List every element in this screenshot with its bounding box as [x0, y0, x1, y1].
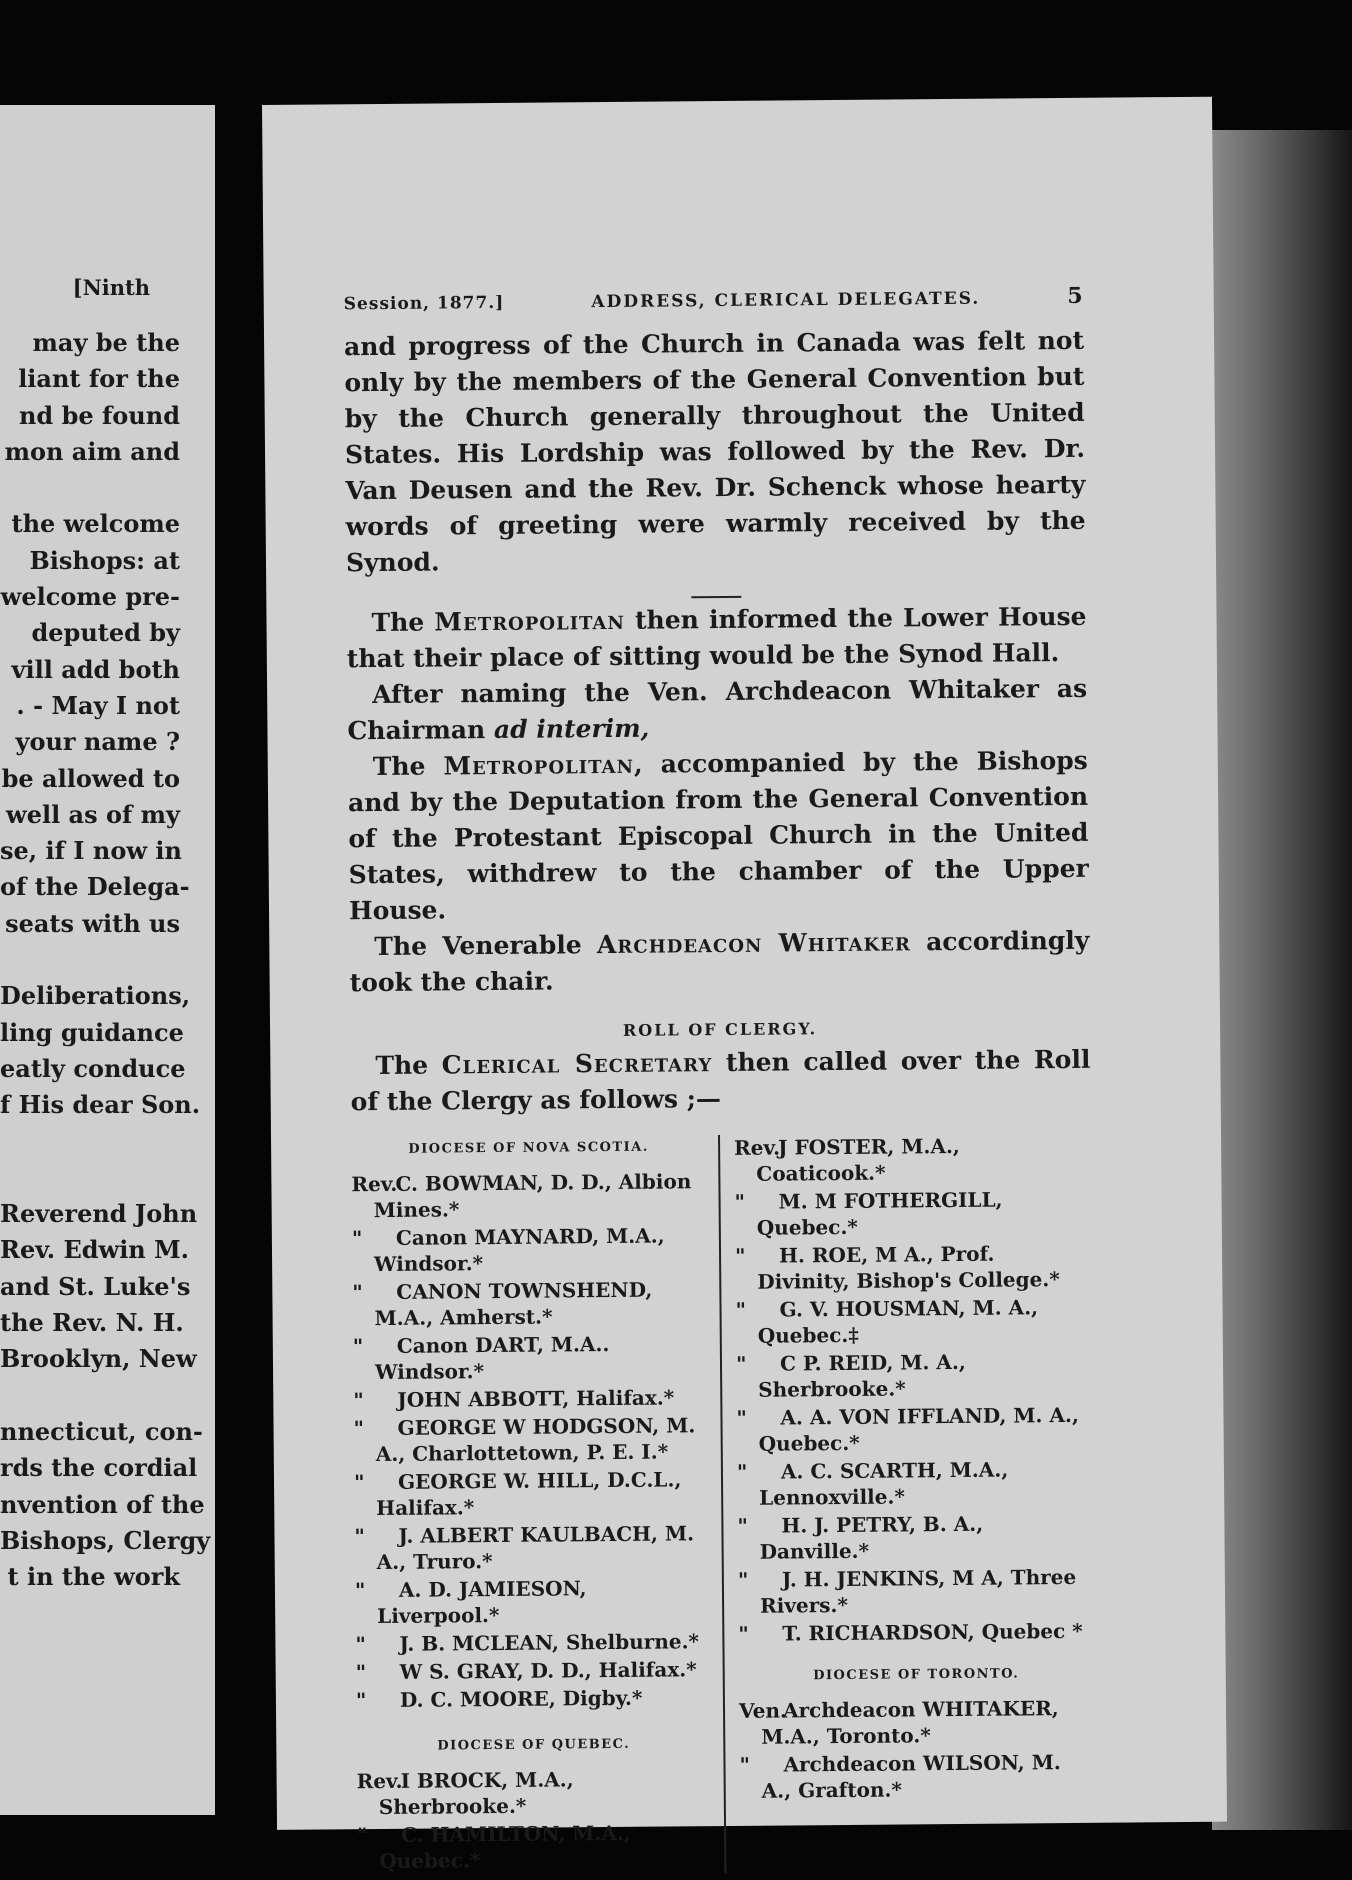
clergy-entry-prefix: " — [354, 1524, 366, 1549]
clergy-entry-prefix: " — [352, 1280, 363, 1305]
previous-page-line: welcome pre- — [0, 582, 180, 612]
previous-page-line: nvention of the — [0, 1489, 205, 1519]
clergy-entry-prefix: " — [353, 1416, 365, 1441]
previous-page-line: Reverend John — [0, 1199, 198, 1229]
clergy-entry-name: Canon DART, M.A.. Windsor.* — [374, 1332, 610, 1385]
clergy-entry-prefix: " — [355, 1660, 367, 1685]
clergy-list-quebec-continued — [734, 1132, 1093, 1647]
clergy-entry-name: J. B. MCLEAN, Shelburne.* — [399, 1629, 700, 1656]
clergy-entry — [734, 1132, 1089, 1187]
page-title: ADDRESS, CLERICAL DELEGATES. — [591, 288, 981, 313]
clergy-entry-name: G. V. HOUSMAN, M. A., Quebec.‡ — [757, 1295, 1039, 1348]
clergy-entry-prefix: " — [734, 1189, 746, 1214]
clergy-list-quebec — [357, 1765, 713, 1874]
clergy-entry — [354, 1520, 709, 1575]
previous-page-line: deputed by — [31, 618, 180, 648]
paragraph-took-chair: The Venerable Archdeacon Whitaker accordingly took the chair. — [349, 925, 1090, 998]
previous-page-line: the welcome — [11, 509, 180, 539]
clergy-entry — [736, 1348, 1091, 1403]
paragraph-progress: and progress of the Church in Canada was felt not only by the members of the General Convention but by the Church generally throughout the United States. His Lordship was followed by the Rev. Dr. Van Deusen and the Rev. Dr. Schenck whose hearty words of greeting were warmly received by the Synod. — [343, 325, 1086, 578]
clergy-entry-prefix: " — [734, 1243, 746, 1268]
clergy-roll — [351, 1132, 1097, 1876]
clergy-entry — [737, 1456, 1092, 1511]
italic-phrase: ad interim, — [493, 713, 650, 744]
clergy-entry-name: A. A. VON IFFLAND, M. A., Quebec.* — [758, 1402, 1079, 1456]
clergy-list-toronto — [739, 1695, 1095, 1804]
clergy-entry-prefix: " — [353, 1388, 364, 1413]
clergy-entry-prefix: " — [736, 1405, 748, 1430]
previous-page-line: nnecticut, con- — [0, 1416, 203, 1446]
session-label: Session, 1877.] — [343, 292, 505, 315]
clergy-entry — [735, 1240, 1090, 1295]
page-content — [344, 283, 1098, 1876]
clergy-entry-name: A. D. JAMIESON, Liverpool.* — [377, 1576, 587, 1629]
diocese-heading-toronto: DIOCESE OF TORONTO. — [813, 1666, 1020, 1684]
previous-page-line: vill add both — [11, 654, 180, 684]
paragraph-withdrew: The Metropolitan, accompanied by the Bishops and by the Deputation from the General Convention of the Protestant Episcopal Church in the United States, withdrew to the chamber of the Upper House. — [347, 745, 1089, 926]
previous-page-line: liant for the — [18, 364, 180, 394]
previous-page-line: well as of my — [6, 799, 180, 829]
clergy-entry-prefix: Rev. — [351, 1171, 398, 1197]
clergy-entry-prefix: " — [737, 1567, 749, 1592]
clergy-entry — [735, 1294, 1090, 1349]
clergy-entry-name: Canon MAYNARD, M.A., Windsor.* — [374, 1223, 665, 1277]
clergy-entry-name: D. C. MOORE, Digby.* — [399, 1685, 643, 1712]
clergy-entry-name: Archdeacon WHITAKER, M.A., Toronto.* — [761, 1696, 1059, 1749]
clergy-entry — [353, 1412, 708, 1467]
clergy-entry-name: C. BOWMAN, D. D., Albion Mines.* — [373, 1169, 692, 1223]
previous-page-line: Bishops, Clergy — [0, 1525, 211, 1555]
previous-page-running-head: [Ninth — [72, 275, 150, 300]
small-caps-name: Metropolitan — [434, 605, 626, 637]
clergy-entry — [739, 1695, 1094, 1750]
previous-page — [0, 105, 215, 1815]
small-caps-name: Archdeacon Whitaker — [596, 927, 912, 960]
previous-page-line: be allowed to — [1, 763, 180, 793]
section-heading: ROLL OF CLERGY. — [622, 1019, 818, 1040]
clergy-entry-prefix: Rev. — [734, 1135, 781, 1160]
clergy-entry-prefix: " — [735, 1297, 747, 1322]
clergy-entry-prefix: Ven. — [738, 1698, 788, 1723]
clergy-entry-prefix: " — [352, 1334, 364, 1359]
clergy-entry — [352, 1222, 707, 1277]
clergy-entry-prefix: " — [356, 1823, 368, 1848]
clergy-entry — [353, 1330, 708, 1385]
clergy-entry-prefix: " — [354, 1578, 366, 1603]
clergy-entry — [738, 1564, 1093, 1619]
clergy-entry — [351, 1168, 706, 1223]
previous-page-line: . - May I not — [16, 690, 180, 720]
clergy-entry-name: J FOSTER, M.A., Coaticook.* — [756, 1133, 960, 1186]
clergy-entry-name: JOHN ABBOTT, Halifax.* — [397, 1385, 675, 1412]
clergy-entry-name: C. HAMILTON, M.A., Quebec.* — [379, 1820, 631, 1874]
previous-page-line: rds the cordial — [0, 1453, 198, 1483]
previous-page-line: Bishops: at — [29, 545, 180, 575]
clergy-list-nova-scotia — [351, 1168, 711, 1713]
previous-page-line: of the Delega- — [0, 872, 190, 902]
clergy-entry — [356, 1684, 711, 1713]
clergy-entry-prefix: " — [738, 1621, 749, 1646]
clergy-entry — [734, 1186, 1089, 1241]
clergy-entry-name: H. J. PETRY, B. A., Danville.* — [759, 1511, 984, 1564]
previous-page-line: Rev. Edwin M. — [0, 1235, 190, 1265]
previous-page-line: Deliberations, — [0, 981, 191, 1011]
paragraph-roll-call: The Clerical Secretary then called over the Roll of the Clergy as follows ;— — [350, 1044, 1091, 1117]
clergy-entry-prefix: " — [737, 1513, 748, 1538]
small-caps-name: Metropolitan — [443, 749, 635, 781]
clergy-entry-name: W S. GRAY, D. D., Halifax.* — [399, 1657, 697, 1684]
previous-page-line — [0, 1378, 180, 1414]
clergy-entry-name: M. M FOTHERGILL, Quebec.* — [756, 1187, 1003, 1240]
clergy-entry-prefix: " — [739, 1752, 751, 1777]
clergy-entry-prefix: " — [351, 1226, 363, 1251]
clergy-entry-name: C P. REID, M. A., Sherbrooke.* — [758, 1349, 966, 1402]
divider — [691, 596, 741, 598]
clergy-entry — [739, 1749, 1094, 1804]
previous-page-line: t in the work — [7, 1562, 180, 1592]
diocese-heading-nova-scotia: DIOCESE OF NOVA SCOTIA. — [408, 1139, 649, 1157]
clergy-entry — [737, 1510, 1092, 1565]
clergy-entry-name: J. ALBERT KAULBACH, M. A., Truro.* — [376, 1521, 695, 1575]
previous-page-line — [0, 1124, 180, 1160]
clergy-entry — [353, 1384, 708, 1413]
previous-page-line: f His dear Son. — [0, 1090, 201, 1120]
previous-page-line: seats with us — [5, 908, 180, 938]
page — [262, 97, 1227, 1874]
page-number: 5 — [1067, 282, 1084, 309]
previous-page-line: may be the — [32, 328, 180, 357]
previous-page-line: your name ? — [15, 727, 180, 757]
previous-page-line: eatly conduce — [0, 1053, 186, 1083]
clergy-entry-prefix: " — [355, 1632, 366, 1657]
previous-page-line — [0, 1160, 180, 1196]
previous-page-line — [0, 942, 180, 978]
clergy-entry-prefix: " — [353, 1470, 365, 1495]
clergy-entry — [352, 1276, 707, 1331]
page-edge — [1212, 130, 1352, 1830]
clergy-column-left — [351, 1135, 726, 1876]
previous-page-line: ling guidance — [0, 1017, 184, 1047]
clergy-entry — [356, 1656, 711, 1685]
clergy-entry — [355, 1628, 710, 1657]
clergy-entry-name: I BROCK, M.A., Sherbrooke.* — [378, 1767, 574, 1820]
previous-page-line: nd be found — [18, 400, 180, 430]
clergy-column-right — [720, 1132, 1095, 1873]
clergy-entry — [738, 1618, 1093, 1647]
paragraph-metropolitan-informed: The Metropolitan then informed the Lower House that their place of sitting would be the Synod Hall. — [346, 601, 1087, 674]
previous-page-text — [0, 325, 211, 1595]
clergy-entry-name: A. C. SCARTH, M.A., Lennoxville.* — [759, 1457, 1009, 1510]
clergy-entry-name: T. RICHARDSON, Quebec * — [782, 1618, 1083, 1646]
small-caps-name: Clerical Secretary — [441, 1048, 713, 1080]
clergy-entry — [357, 1819, 712, 1874]
clergy-entry — [736, 1402, 1091, 1457]
clergy-entry — [354, 1466, 709, 1521]
clergy-entry — [355, 1574, 710, 1629]
paragraph-chairman: After naming the Ven. Archdeacon Whitaker as Chairman ad interim, — [347, 673, 1088, 746]
clergy-entry-name: GEORGE W HODGSON, M. A., Charlottetown, P. E. I.* — [375, 1413, 696, 1467]
previous-page-line: mon aim and — [4, 436, 180, 466]
clergy-entry-name: CANON TOWNSHEND, M.A., Amherst.* — [374, 1277, 653, 1331]
clergy-entry-prefix: Rev. — [356, 1768, 403, 1794]
clergy-entry-name: GEORGE W. HILL, D.C.L., Halifax.* — [376, 1467, 682, 1521]
previous-page-line: se, if I now in — [0, 836, 182, 866]
running-header — [344, 283, 1084, 315]
clergy-entry-name: Archdeacon WILSON, M. A., Grafton.* — [761, 1750, 1061, 1803]
clergy-entry-name: H. ROE, M A., Prof. Divinity, Bishop's College.* — [757, 1241, 1060, 1294]
previous-page-line: the Rev. N. H. — [0, 1308, 184, 1338]
clergy-entry — [357, 1765, 712, 1820]
clergy-entry-prefix: " — [735, 1351, 747, 1376]
previous-page-line — [0, 470, 180, 506]
previous-page-line: and St. Luke's — [0, 1271, 191, 1301]
clergy-entry-prefix: " — [736, 1459, 748, 1484]
previous-page-line: Brooklyn, New — [0, 1344, 197, 1374]
diocese-heading-quebec: DIOCESE OF QUEBEC. — [437, 1736, 631, 1754]
clergy-entry-prefix: " — [355, 1688, 367, 1713]
clergy-entry-name: J. H. JENKINS, M A, Three Rivers.* — [760, 1564, 1077, 1618]
